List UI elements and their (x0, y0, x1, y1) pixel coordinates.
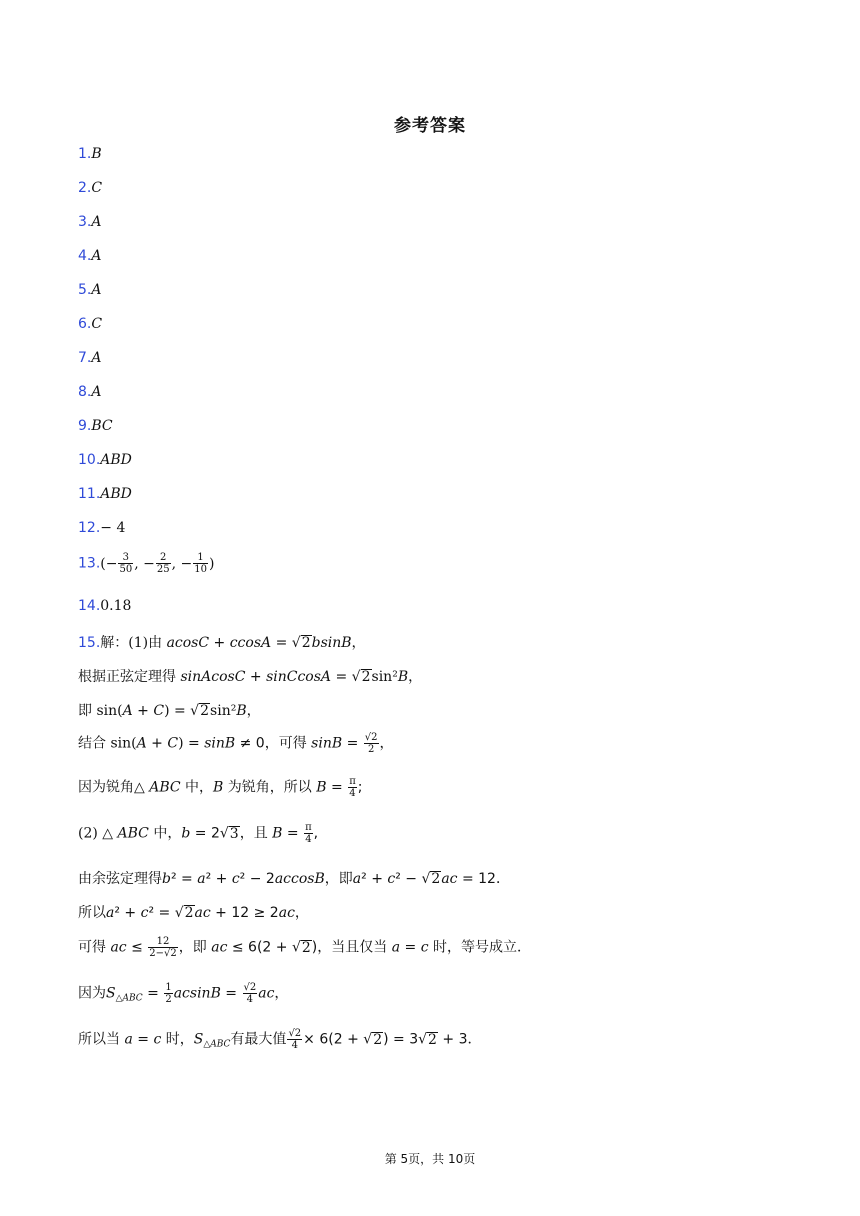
answer-text: A (91, 214, 102, 230)
solution-15-line-11: 所以当 a = c 时，$S_{\triangle ABC}$有最大值 $\frac{√2}{4}$ × 6(2 + √2) = 3√2 + 3． (78, 1028, 482, 1051)
answer-3 (78, 214, 101, 230)
page-footer: 第 5页，共 10页 (384, 1152, 476, 1166)
answer-number: 11. (78, 486, 101, 502)
solution-intro: 解： (100, 635, 129, 651)
answer-text: BC (91, 418, 113, 434)
answer-1 (78, 146, 102, 162)
answer-8 (78, 384, 101, 400)
solution-15-line-5: 因为锐角△ ABC 中，B 为锐角，所以 B = $\frac{\pi}{4}$ ; (78, 776, 363, 799)
answer-text: A (91, 384, 102, 400)
answer-text: ABD (100, 486, 132, 502)
solution-15-line-7: 由余弦定理得b² = a² + c² − 2accosB，即a² + c² − √2ac = 12． (78, 871, 510, 887)
answer-number: 7. (78, 350, 92, 366)
answer-12 (78, 520, 125, 536)
answer-14 (78, 598, 131, 614)
answer-number: 5. (78, 282, 92, 298)
answer-text: A (91, 248, 102, 264)
answer-number: 15. (78, 635, 101, 651)
page-title: 参考答案 (394, 116, 466, 136)
answer-number: 9. (78, 418, 92, 434)
solution-15-line-1: 15.解：(1)由 acosC + ccosA = √2bsinB， (78, 635, 366, 651)
answer-2 (78, 180, 102, 196)
answer-text: 0.18 (100, 598, 132, 614)
solution-15-line-2: 根据正弦定理得 sinAcosC + sinCcosA = √2sin²B， (78, 669, 423, 685)
answer-number: 13. (78, 555, 101, 572)
answer-number: 12. (78, 520, 101, 536)
answer-number: 4. (78, 248, 92, 264)
answer-13 (78, 552, 214, 575)
answer-text: A (91, 350, 102, 366)
answer-11 (78, 486, 132, 502)
answer-9 (78, 418, 113, 434)
answer-number: 6. (78, 316, 92, 332)
answer-number: 1. (78, 146, 92, 162)
solution-15-line-4: 结合 sin(A + C) = sinB ≠ 0，可得 sinB = $\frac{√2}{2}$ ， (78, 732, 394, 755)
answer-5 (78, 282, 101, 298)
answer-6 (78, 316, 102, 332)
answer-text: C (91, 316, 103, 332)
answer-number: 3. (78, 214, 92, 230)
solution-15-line-8: 所以a² + c² = √2ac + 12 ≥ 2ac， (78, 905, 309, 921)
answer-text: A (91, 282, 102, 298)
answer-number: 2. (78, 180, 92, 196)
answer-number: 10. (78, 452, 101, 468)
solution-15-line-9: 可得 ac ≤ $\frac{12}{2-√2}$ ，即 ac ≤ 6(2 + √2)，当且仅当 a = c 时，等号成立． (78, 936, 532, 959)
part-label: (1) (128, 635, 149, 651)
answer-number: 14. (78, 598, 101, 614)
answer-4 (78, 248, 101, 264)
answer-text: C (91, 180, 103, 196)
answer-text: ABD (100, 452, 132, 468)
answer-text: (− $\frac{3}{50}$ , − $\frac{2}{25}$ , − $\frac{1}{10}$ ) (100, 552, 215, 575)
answer-10 (78, 452, 132, 468)
solution-15-line-10: 因为$S_{\triangle ABC}$ = $\frac{1}{2}$ acsinB = $\frac{√2}{4}$ ac， (78, 982, 289, 1005)
answer-text: − 4 (100, 520, 126, 536)
answer-number: 8. (78, 384, 92, 400)
solution-15-line-3: 即 sin(A + C) = √2sin²B， (78, 703, 261, 719)
solution-15-line-6: (2) △ ABC 中，b = 2√3，且 B = $\frac{\pi}{4}$ , (78, 822, 319, 845)
answer-text: B (91, 146, 102, 162)
answer-7 (78, 350, 101, 366)
